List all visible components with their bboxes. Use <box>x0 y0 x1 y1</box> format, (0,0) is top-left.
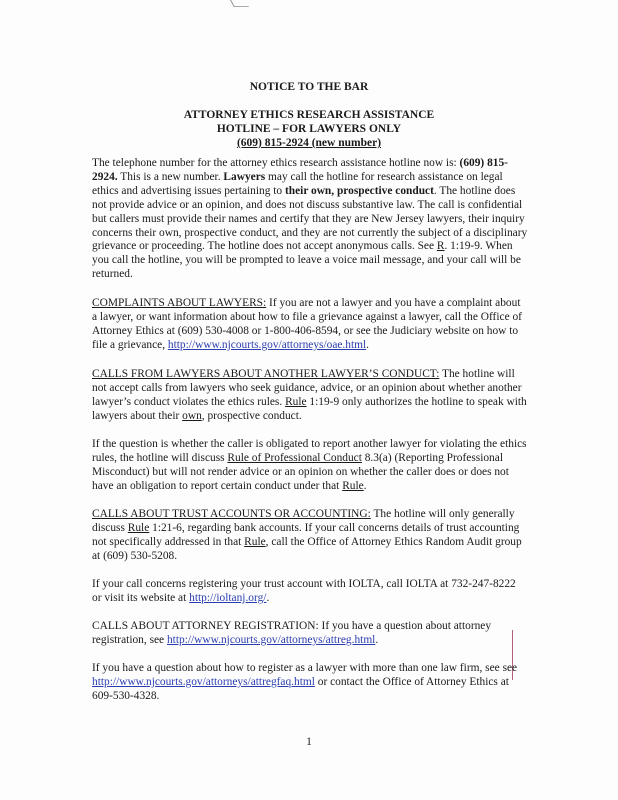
rule-reference: Rule <box>285 395 307 408</box>
emphasis-own: own <box>182 409 202 422</box>
oae-link[interactable]: http://www.njcourts.gov/attorneys/oae.html <box>167 338 367 351</box>
attregfaq-link[interactable]: http://www.njcourts.gov/attorneys/attregfaq.html <box>92 675 315 688</box>
paragraph-iolta <box>92 578 528 606</box>
emphasis-lawyers: Lawyers <box>223 170 266 183</box>
text: If the question is whether the caller is obligated to report another lawyer for violating the ethics rules, the hotline will discuss <box>92 438 527 464</box>
paragraph-complaints <box>92 297 528 353</box>
title-line-1: ATTORNEY ETHICS RESEARCH ASSISTANCE <box>183 109 435 121</box>
attreg-link[interactable]: http://www.njcourts.gov/attorneys/attreg.html <box>166 633 376 646</box>
title-line-2: HOTLINE – FOR LAWYERS ONLY <box>216 123 402 135</box>
text: 1:21-6, regarding bank accounts. If your call concerns details of trust accounting not specifically addressed in that <box>92 521 520 548</box>
text: . <box>366 338 370 351</box>
rule-reference: Rule <box>342 479 364 492</box>
section-heading-trust-accounts: CALLS ABOUT TRUST ACCOUNTS OR ACCOUNTING: <box>92 508 371 520</box>
text: If you are not a lawyer and you have a complaint about a lawyer, or want information about how to file a grievance against a lawyer, call the Office of Attorney Ethics at (609) 530-4008 or 1-800-406-8594, or see the Judiciary website on how to file a grievance, <box>92 297 522 351</box>
rule-reference: Rule <box>127 521 150 534</box>
rule-reference: Rule <box>244 535 266 548</box>
paragraph-registration <box>92 620 528 648</box>
text: The telephone number for the attorney ethics research assistance hotline now is: <box>92 157 460 169</box>
section-heading-another-lawyer: CALLS FROM LAWYERS ABOUT ANOTHER LAWYER’S CONDUCT: <box>92 368 440 380</box>
text: , call the Office of Attorney Ethics Random Audit group at (609) 530-5208. <box>92 535 522 562</box>
text: If you have a question about how to register as a lawyer with more than one law firm, see see <box>92 662 518 674</box>
text: , prospective conduct. <box>201 409 302 422</box>
paragraph-another-lawyer <box>92 368 528 424</box>
rpc-reference: Rule of Professional Conduct <box>227 451 362 464</box>
document-title <box>0 108 618 150</box>
paragraph-multiple-firms <box>92 662 528 704</box>
phone-number: (609) 815-2924. <box>92 157 508 183</box>
text: may call the hotline for research assistance on legal ethics and advertising issues pertaining to <box>92 170 503 197</box>
iolta-link[interactable]: http://ioltanj.org/ <box>189 591 267 604</box>
text: 8.3(a) (Reporting Professional Misconduct) but will not render advice or an opinion on whether the caller does or does not have an obligation to report certain conduct under that <box>92 451 509 492</box>
paragraph-trust-accounts <box>92 508 528 564</box>
scan-artifact <box>230 0 249 7</box>
text: . <box>363 479 367 492</box>
section-heading-complaints: COMPLAINTS ABOUT LAWYERS: <box>92 297 267 309</box>
text: . 1:19-9. When you call the hotline, you will be prompted to leave a voice mail message, and your call will be returned. <box>92 240 521 281</box>
page-number: 1 <box>306 736 312 748</box>
text: If your call concerns registering your trust account with IOLTA, call IOLTA at 732-247-8222 or visit its website at <box>92 578 516 604</box>
text: 1:19-9 only authorizes the hotline to speak with lawyers about their <box>92 395 527 422</box>
paragraph-reporting <box>92 438 528 494</box>
hotline-phone: (609) 815-2924 (new number) <box>236 137 382 149</box>
text: or contact the Office of Attorney Ethics at 609-530-4328. <box>92 675 509 702</box>
section-heading-registration: CALLS ABOUT ATTORNEY REGISTRATION: <box>92 620 319 632</box>
text: This is a new number. <box>117 170 224 183</box>
text: . The hotline does not provide advice or an opinion, and does not discuss substantive law. The call is confidential but callers must provide their names and certify that they are New Jersey lawyers, their inquiry concerns their own, prospective conduct, and they are not currently the subject of a disciplinary grievance or proceeding. The hotline does not accept anonymous calls. See <box>92 184 528 253</box>
text: The hotline will only generally discuss <box>92 508 515 534</box>
text: . <box>375 633 379 646</box>
text: If you have a question about attorney registration, see <box>92 620 492 646</box>
text: . <box>266 591 270 604</box>
emphasis-own-conduct: their own, prospective conduct <box>284 184 434 197</box>
notice-heading: NOTICE TO THE BAR <box>249 81 369 93</box>
paragraph-hotline-number <box>92 157 528 282</box>
rule-reference: R <box>436 240 445 253</box>
text: The hotline will not accept calls from lawyers who seek guidance, advice, or an opinion about whether another lawyer’s conduct violates the ethics rules. <box>92 368 522 408</box>
